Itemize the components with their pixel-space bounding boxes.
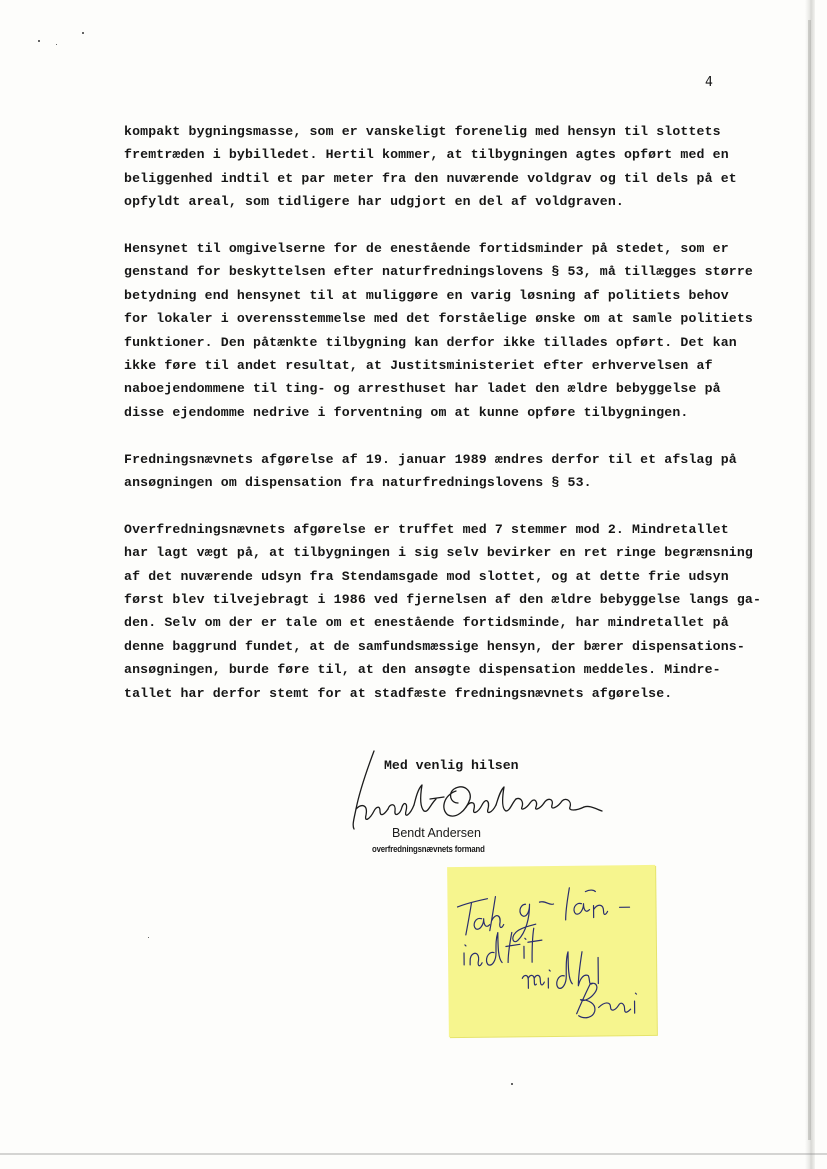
sticky-note: [447, 865, 657, 1037]
paragraph-1: kompakt bygningsmasse, som er vanskeligt forenelig med hensyn til slottets fremtræden i bybilledet. Hertil kommer, at tilbygningen agtes opført med en beliggenhed indtil et par meter fra den nuværende voldgrav og til dels på et opfyldt areal, som tidligere har udgjort en del af voldgraven.: [124, 124, 737, 210]
handwritten-signature: [340, 745, 640, 835]
signer-title: overfredningsnævnets formand: [372, 844, 485, 855]
scan-bottom-edge: [0, 1153, 827, 1155]
closing-greeting: Med venlig hilsen: [384, 758, 519, 773]
scan-speck: [511, 1083, 513, 1085]
scan-speck: [148, 937, 149, 938]
scan-speck: [82, 32, 84, 34]
paragraph-3: Fredningsnævnets afgørelse af 19. januar 1989 ændres derfor til et afslag på ansøgningen om dispensation fra naturfredningslovens § 53.: [124, 451, 737, 491]
scan-speck: [56, 44, 57, 45]
paragraph-4: Overfredningsnævnets afgørelse er truffet med 7 stemmer mod 2. Mindretallet har lagt vægt på, at tilbygningen i sig selv bevirker en ret ringe begrænsning af det nuværende udsyn fra Stendamsgade mod slottet, og at dette frie udsyn først blev tilvejebragt i 1986 ved fjernelsen af den ældre bebyggelse langs ga- den. Selv om der er tale om et enestående fortidsminde, har mindretallet på denne baggrund fundet, at de samfundsmæssige hensyn, der bærer dispensations- ansøgningen, burde føre til, at den ansøgte dispensation meddeles. Mindre- tallet har derfor stemt for at stadfæste fredningsnævnets afgørelse.: [124, 521, 762, 701]
paragraph-2: Hensynet til omgivelserne for de enestående fortidsminder på stedet, som er genstand for beskyttelsen efter naturfredningslovens § 53, må tillægges større betydning end hensynet til at muliggøre en varig løsning af politiets behov for lokaler i overensstemmelse med det forståelige ønske om at samle politiets funktioner. Den påtænkte tilbygning kan derfor ikke tillades opført. Det kan ikke føre til andet resultat, at Justitsministeriet efter erhvervelsen af naboejendommene til ting- og arresthuset har ladet den ældre bebyggelse på disse ejendomme nedrive i forventning om at kunne opføre tilbygningen.: [124, 241, 753, 420]
scan-speck: [38, 40, 40, 42]
page-number: 4: [705, 75, 713, 90]
sticky-note-handwriting: [447, 865, 657, 1037]
signer-name: Bendt Andersen: [392, 826, 481, 840]
letter-body: [124, 120, 764, 705]
scan-edge-line: [808, 20, 811, 1140]
